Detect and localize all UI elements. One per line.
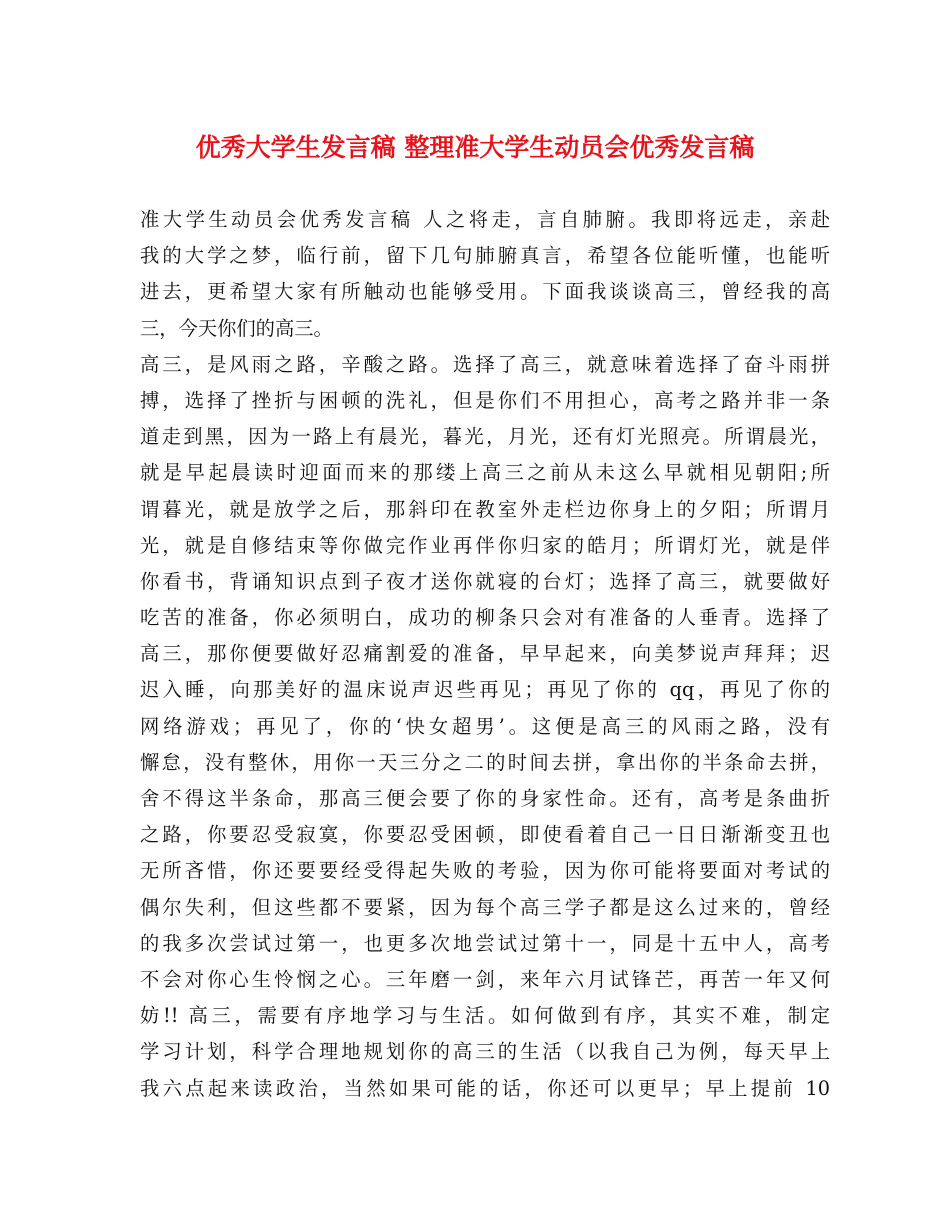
body-line: 无所吝惜，你还要要经受得起失败的考验，因为你可能将要面对考试的 — [140, 859, 830, 883]
body-line: 学习计划，科学合理地规划你的高三的生活（以我自己为例，每天早上 — [140, 1040, 830, 1064]
body-line: 不会对你心生怜悯之心。三年磨一剑，来年六月试锋芒，再苦一年又何 — [140, 967, 830, 991]
body-line: 我的大学之梦，临行前，留下几句肺腑真言，希望各位能听懂，也能听 — [140, 244, 830, 268]
body-line: 之路，你要忍受寂寞，你要忍受困顿，即使看着自己一日日渐渐变丑也 — [140, 823, 830, 847]
body-line: 懈怠，没有整休，用你一天三分之二的时间去拼，拿出你的半条命去拼， — [140, 750, 830, 774]
body-line: 妨!! 高三，需要有序地学习与生活。如何做到有序，其实不难，制定 — [140, 1004, 830, 1028]
document-title: 优秀大学生发言稿 整理准大学生动员会优秀发言稿 — [195, 133, 755, 162]
body-line: 我六点起来读政治，当然如果可能的话，你还可以更早；早上提前 10 — [140, 1076, 830, 1100]
body-line: 的我多次尝试过第一，也更多次地尝试过第十一，同是十五中人，高考 — [140, 931, 830, 955]
document-body — [140, 202, 830, 1107]
body-line: 你看书，背诵知识点到子夜才送你就寝的台灯；选择了高三，就要做好 — [140, 569, 830, 593]
body-line: 迟入睡，向那美好的温床说声迟些再见；再见了你的 qq，再见了你的 — [140, 678, 830, 702]
body-line: 高三，是风雨之路，辛酸之路。选择了高三，就意味着选择了奋斗雨拼 — [140, 352, 830, 376]
body-line: 进去，更希望大家有所触动也能够受用。下面我谈谈高三，曾经我的高 — [140, 280, 830, 304]
body-line: 光，就是自修结束等你做完作业再伴你归家的皓月；所谓灯光，就是伴 — [140, 533, 830, 557]
body-line: 三，今天你们的高三。 — [140, 316, 333, 340]
body-line: 高三，那你便要做好忍痛割爱的准备，早早起来，向美梦说声拜拜；迟 — [140, 642, 830, 666]
body-line: 准大学生动员会优秀发言稿 人之将走，言自肺腑。我即将远走，亲赴 — [140, 208, 830, 231]
body-line: 偶尔失利，但这些都不要紧，因为每个高三学子都是这么过来的，曾经 — [140, 895, 830, 919]
body-line: 就是早起晨读时迎面而来的那缕上高三之前从未这么早就相见朝阳;所 — [140, 461, 830, 485]
body-line: 道走到黑，因为一路上有晨光，暮光，月光，还有灯光照亮。所谓晨光， — [140, 425, 830, 449]
body-line: 网络游戏；再见了，你的‘快女超男’。这便是高三的风雨之路，没有 — [140, 714, 830, 738]
body-line: 舍不得这半条命，那高三便会要了你的身家性命。还有，高考是条曲折 — [140, 787, 830, 810]
body-line: 吃苦的准备，你必须明白，成功的柳条只会对有准备的人垂青。选择了 — [140, 606, 830, 630]
body-line: 谓暮光，就是放学之后，那斜印在教室外走栏边你身上的夕阳；所谓月 — [140, 497, 830, 521]
body-line: 搏，选择了挫折与困顿的洗礼，但是你们不用担心，高考之路并非一条 — [140, 388, 830, 412]
